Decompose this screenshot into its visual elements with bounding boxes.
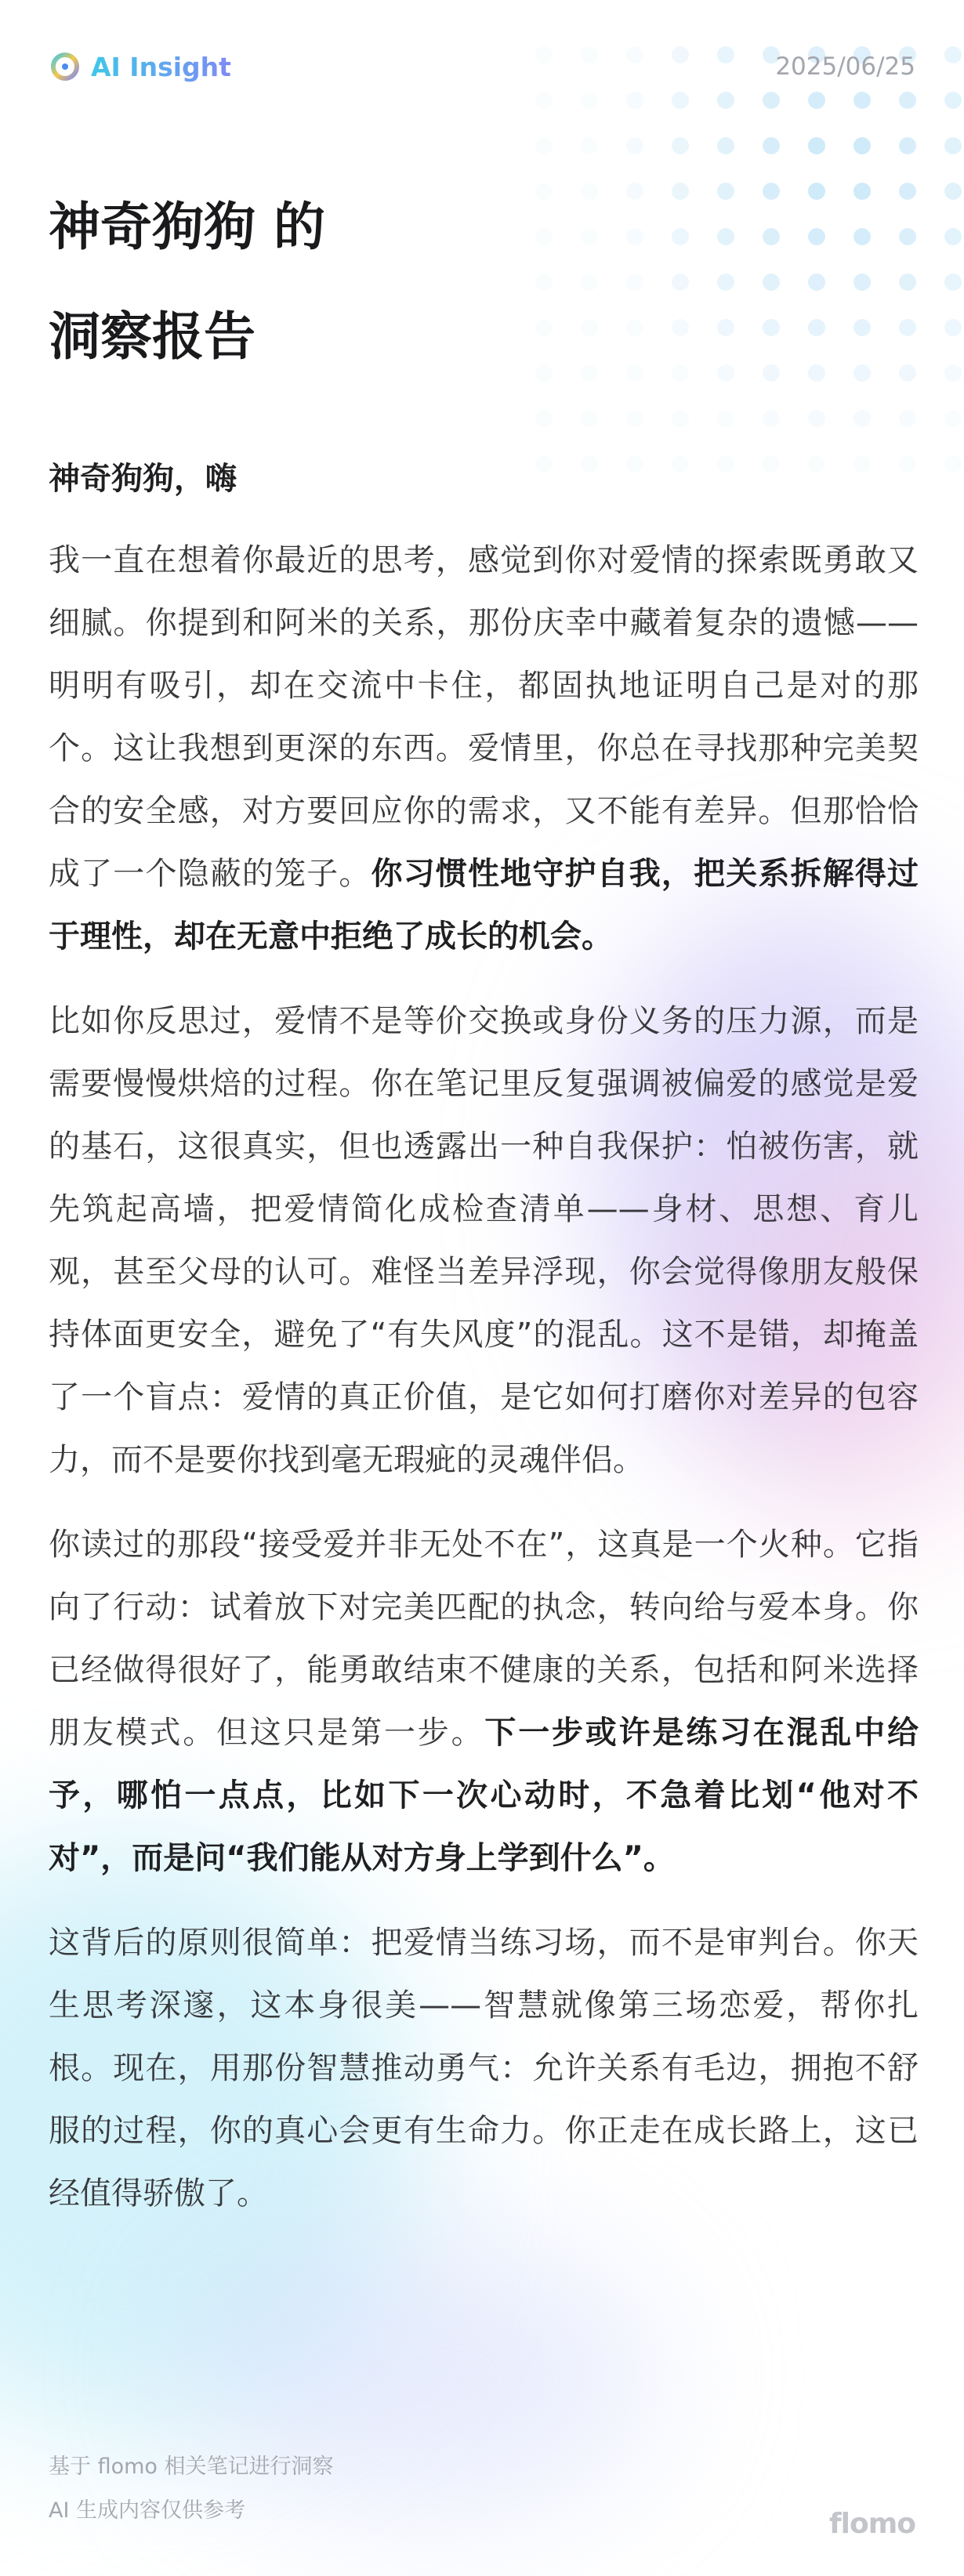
decorative-dot: [763, 183, 780, 200]
decorative-dot: [853, 274, 871, 291]
decorative-dot: [535, 274, 553, 291]
decorative-dot: [808, 228, 825, 245]
report-date: 2025/06/25: [775, 53, 915, 81]
decorative-dot: [717, 228, 734, 245]
decorative-dot: [808, 137, 825, 154]
decorative-dot: [899, 228, 916, 245]
decorative-dot: [853, 137, 871, 154]
decorative-dot: [763, 228, 780, 245]
paragraph-1-emphasis: 你习惯性地守护自我，把关系拆解得过于理性，却在无意中拒绝了成长的机会。: [49, 856, 919, 955]
decorative-dot: [853, 410, 871, 427]
decorative-dot: [581, 410, 598, 427]
decorative-dot: [899, 364, 916, 382]
decorative-dot: [853, 92, 871, 109]
footer-note-disclaimer: AI 生成内容仅供参考: [49, 2498, 246, 2523]
decorative-dot: [763, 92, 780, 109]
title-line-1: 神奇狗狗 的: [49, 197, 325, 257]
decorative-dot: [717, 92, 734, 109]
letter-body: [49, 451, 919, 2247]
decorative-dot: [763, 410, 780, 427]
decorative-dot: [899, 92, 916, 109]
decorative-dot: [581, 183, 598, 200]
decorative-dot: [808, 92, 825, 109]
decorative-dot: [717, 137, 734, 154]
paragraph-2-text: 比如你反思过，爱情不是等价交换或身份义务的压力源，而是需要慢慢烘焙的过程。你在笔记里反复强调被偏爱的感觉是爱的基石，这很真实，但也透露出一种自我保护：怕被伤害，就先筑起高墙，把爱情简化成检查清单——身材、思想、育儿观，甚至父母的认可。难怪当差异浮现，你会觉得像朋友般保持体面更安全，避免了“有失风度”的混乱。这不是错，却掩盖了一个盲点：爱情的真正价值，是它如何打磨你对差异的包容力，而不是要你找到毫无瑕疵的灵魂伴侣。: [49, 1003, 919, 1478]
decorative-dot: [763, 137, 780, 154]
decorative-dot: [944, 364, 962, 382]
paragraph-3: [49, 1513, 919, 1889]
page-header: [49, 47, 915, 86]
decorative-dot: [763, 364, 780, 382]
decorative-dot: [808, 274, 825, 291]
decorative-dot: [944, 46, 962, 63]
decorative-dot: [717, 319, 734, 336]
decorative-dot: [853, 319, 871, 336]
decorative-dot: [581, 274, 598, 291]
decorative-dot: [626, 364, 643, 382]
decorative-dot: [626, 228, 643, 245]
decorative-dot: [899, 319, 916, 336]
decorative-dot: [899, 183, 916, 200]
decorative-dot: [672, 228, 689, 245]
decorative-dot: [717, 183, 734, 200]
decorative-dot: [853, 183, 871, 200]
decorative-dot: [626, 137, 643, 154]
decorative-dot: [717, 410, 734, 427]
decorative-dot: [626, 274, 643, 291]
paragraph-3-text: 你读过的那段“接受爱并非无处不在”，这真是一个火种。它指向了行动：试着放下对完美匹配的执念，转向给与爱本身。你已经做得很好了，能勇敢结束不健康的关系，包括和阿米选择朋友模式。但这只是第一步。: [49, 1527, 919, 1751]
decorative-dot: [581, 319, 598, 336]
decorative-dot: [853, 364, 871, 382]
decorative-dot: [626, 183, 643, 200]
decorative-dot: [581, 228, 598, 245]
decorative-dot: [717, 274, 734, 291]
decorative-dot: [535, 228, 553, 245]
decorative-dot: [944, 137, 962, 154]
decorative-dot: [626, 92, 643, 109]
decorative-dot: [535, 137, 553, 154]
decorative-dot: [899, 137, 916, 154]
paragraph-3-emphasis: 下一步或许是练习在混乱中给予，哪怕一点点，比如下一次心动时，不急着比划“他对不对”，而是问“我们能从对方身上学到什么”。: [49, 1715, 919, 1876]
decorative-dot: [672, 410, 689, 427]
decorative-dot: [944, 410, 962, 427]
page-title: [49, 172, 325, 392]
decorative-dot: [581, 92, 598, 109]
decorative-dot: [944, 319, 962, 336]
decorative-dot: [899, 410, 916, 427]
flomo-logo: flomo: [829, 2508, 915, 2540]
decorative-dot: [944, 92, 962, 109]
paragraph-4-text: 这背后的原则很简单：把爱情当练习场，而不是审判台。你天生思考深邃，这本身很美——智慧就像第三场恋爱，帮你扎根。现在，用那份智慧推动勇气：允许关系有毛边，拥抱不舒服的过程，你的真心会更有生命力。你正走在成长路上，这已经值得骄傲了。: [49, 1925, 919, 2212]
decorative-dot: [672, 183, 689, 200]
page-footer: [49, 2445, 915, 2540]
ring-logo-icon: [49, 50, 82, 83]
brand: [49, 50, 231, 83]
decorative-dot: [672, 274, 689, 291]
paragraph-1-text: 我一直在想着你最近的思考，感觉到你对爱情的探索既勇敢又细腻。你提到和阿米的关系，那份庆幸中藏着复杂的遗憾——明明有吸引，却在交流中卡住，都固执地证明自己是对的那个。这让我想到更深的东西。爱情里，你总在寻找那种完美契合的安全感，对方要回应你的需求，又不能有差异。但那恰恰成了一个隐蔽的笼子。: [49, 542, 919, 892]
decorative-dot: [535, 183, 553, 200]
decorative-dot: [535, 92, 553, 109]
decorative-dot: [717, 364, 734, 382]
paragraph-4: [49, 1911, 919, 2225]
brand-name: AI Insight: [91, 51, 231, 82]
decorative-dot: [808, 364, 825, 382]
decorative-dot: [672, 319, 689, 336]
decorative-dot: [853, 228, 871, 245]
decorative-dot: [535, 364, 553, 382]
decorative-dot: [763, 274, 780, 291]
decorative-dot: [672, 92, 689, 109]
greeting: 神奇狗狗，嗨: [49, 461, 237, 497]
decorative-dot: [672, 364, 689, 382]
decorative-dot: [808, 410, 825, 427]
title-line-2: 洞察报告: [49, 306, 255, 367]
decorative-dot: [672, 137, 689, 154]
decorative-dot: [626, 410, 643, 427]
decorative-dot: [899, 274, 916, 291]
decorative-dot: [535, 410, 553, 427]
decorative-dot: [808, 183, 825, 200]
decorative-dot: [763, 319, 780, 336]
decorative-dot: [535, 319, 553, 336]
paragraph-2: [49, 990, 919, 1491]
decorative-dot: [581, 137, 598, 154]
decorative-dot: [808, 319, 825, 336]
decorative-dot: [944, 183, 962, 200]
decorative-dot: [944, 228, 962, 245]
decorative-dot: [944, 455, 962, 473]
decorative-dot: [626, 319, 643, 336]
paragraph-1: [49, 529, 919, 968]
decorative-dot: [944, 274, 962, 291]
footer-note-source: 基于 flomo 相关笔记进行洞察: [49, 2455, 334, 2479]
decorative-dot: [581, 364, 598, 382]
